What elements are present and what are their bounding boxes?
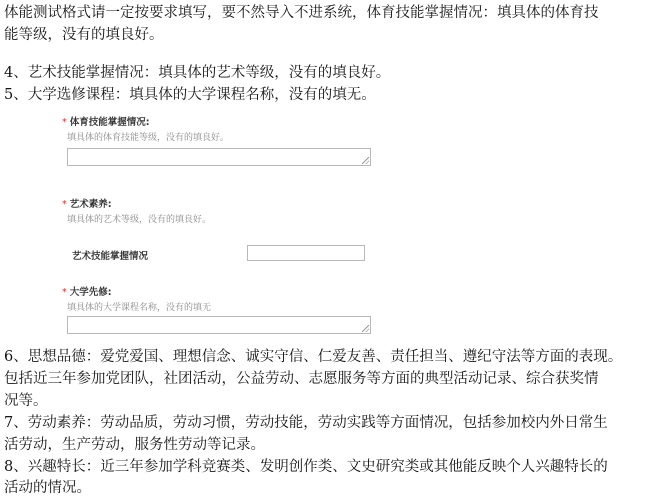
elective-label-text: 大学先修:	[69, 287, 112, 298]
art-label-text: 艺术素养:	[69, 199, 112, 210]
item-8-line-2: 活动的情况。	[4, 480, 91, 496]
art-form-block	[52, 195, 392, 279]
item-5-elective-courses: 5、大学选修课程：填具体的大学课程名称，没有的填无。	[4, 87, 376, 103]
item-4-art-skills: 4、艺术技能掌握情况：填具体的艺术等级，没有的填良好。	[4, 65, 391, 81]
intro-line-1: 体能测试格式请一定按要求填写，要不然导入不进系统，体育技能掌握情况：填具体的体育技	[4, 5, 599, 21]
art-skill-sub-label: 艺术技能掌握情况	[72, 251, 149, 262]
art-hint: 填具体的艺术等级，没有的填良好。	[67, 215, 212, 225]
item-6-line-2: 包括近三年参加党团队，社团活动，公益劳动、志愿服务等方面的典型活动记录、综合获奖情	[4, 371, 599, 387]
required-mark: *	[62, 287, 67, 298]
elective-label	[62, 284, 112, 298]
required-mark: *	[62, 199, 67, 210]
required-mark: *	[62, 117, 67, 128]
pe-skill-hint: 填具体的体育技能等级，没有的填良好。	[67, 133, 230, 143]
intro-line-2: 能等级，没有的填良好。	[4, 27, 164, 43]
item-6-line-1: 6、思想品德：爱党爱国、理想信念、诚实守信、仁爱友善、责任担当、遵纪守法等方面的表现。	[4, 349, 623, 365]
pe-skill-textarea[interactable]	[67, 148, 371, 166]
pe-skill-label-text: 体育技能掌握情况:	[69, 117, 150, 128]
resize-grip-icon[interactable]	[362, 325, 369, 332]
art-label	[62, 196, 112, 210]
item-7-line-1: 7、劳动素养：劳动品质，劳动习惯，劳动技能，劳动实践等方面情况，包括参加校内外日常生	[4, 415, 608, 431]
item-6-line-3: 况等。	[4, 393, 48, 409]
item-8-line-1: 8、兴趣特长：近三年参加学科竞赛类、发明创作类、文史研究类或其他能反映个人兴趣特长的	[4, 459, 608, 475]
art-skill-input[interactable]	[247, 245, 365, 261]
elective-hint: 填具体的大学课程名称，没有的填无	[67, 303, 212, 313]
pe-skill-form-block	[52, 113, 392, 197]
item-7-line-2: 活劳动，生产劳动，服务性劳动等记录。	[4, 437, 265, 453]
resize-grip-icon[interactable]	[362, 157, 369, 164]
pe-skill-label	[62, 114, 150, 128]
elective-textarea[interactable]	[67, 316, 371, 334]
